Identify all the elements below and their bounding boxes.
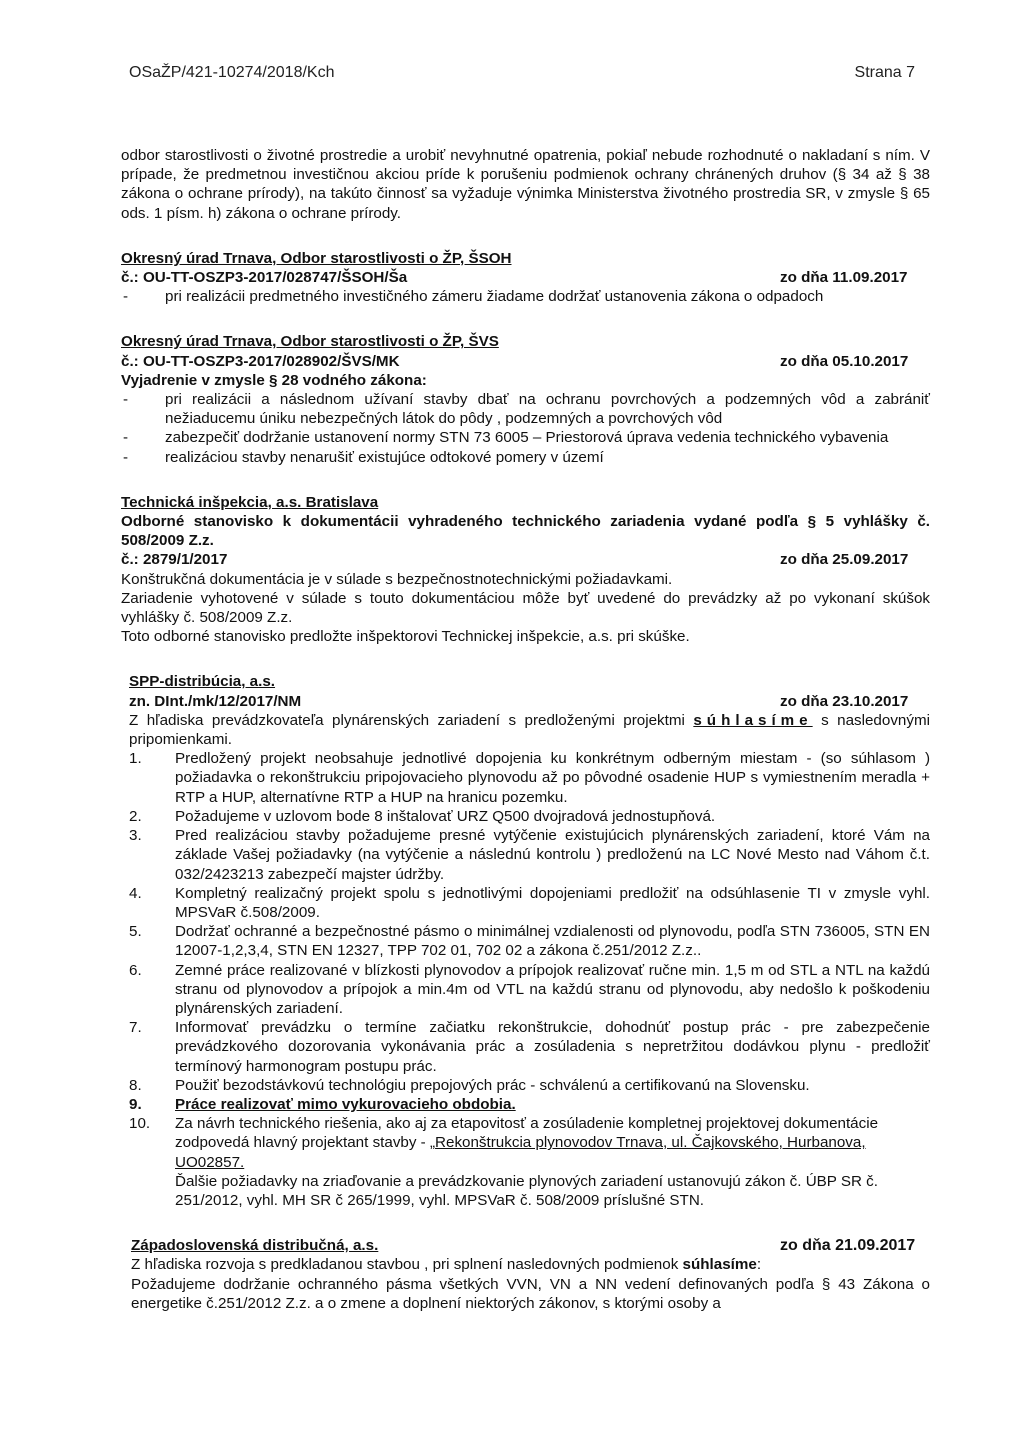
document-reference: OSaŽP/421-10274/2018/Kch — [129, 64, 335, 81]
svs-date: zo dňa 05.10.2017 — [780, 352, 909, 370]
ssoh-ref-row — [121, 268, 930, 287]
ti-date: zo dňa 25.09.2017 — [780, 551, 909, 569]
section-ssoh — [121, 249, 930, 307]
spp-item: 3. Pred realizáciou stavby požadujeme presné vytýčenie existujúcich plynárenských zariadení, ktoré Vám na základe Vašej požiadavky (na vytýčenie a následnú kontrolu ) predloženú na LC Nové Mesto nad Váhom č.t. 032/2423213 zabezpečí majster údržby. — [129, 827, 930, 883]
spp-item: 7. Informovať prevádzku o termíne začiatku rekonštrukcie, dohodnúť postup prác - pre zabezpečenie prevádzkového dozorovania vykonávania prác a zosúladenia s nepretržitou dodávkou plynu - predložiť termínový harmonogram postupu prác. — [129, 1019, 930, 1075]
page-header — [129, 64, 915, 86]
ssoh-ref: č.: OU-TT-OSZP3-2017/028747/ŠSOH/Ša — [121, 269, 408, 287]
spp-note: Ďalšie požiadavky na zriaďovanie a prevádzkovanie plynových zariadení ustanovujú zákon č. ÚBP SR č. 251/2012, vyhl. MH SR č 265/1999, vyhl. MPSVaR č. 508/2009 príslušné STN. — [175, 1172, 879, 1209]
ti-title: Technická inšpekcia, a.s. Bratislava — [121, 493, 379, 511]
ti-line: Toto odborné stanovisko predložte inšpektorovi Technickej inšpekcie, a.s. pri skúške. — [121, 628, 690, 646]
section-technicka-inspekcia — [121, 493, 930, 647]
spp-item: 4. Kompletný realizačný projekt spolu s jednotlivými dopojeniami predložiť na odsúhlasenie TI v zmysle vyhl. MPSVaR č.508/2009. — [129, 884, 930, 921]
zsd-paragraph: Požadujeme dodržanie ochranného pásma všetkých VVN, VN a NN vedení definovaných podľa § 43 Zákona o energetike č.251/2012 Z.z. a o zmene a doplnení niektorých zákonov, s ktorými osoby a — [131, 1275, 930, 1312]
ti-line: Konštrukčná dokumentácia je v súlade s bezpečnostnotechnickými požiadavkami. — [121, 570, 673, 588]
svs-title: Okresný úrad Trnava, Odbor starostlivosti o ŽP, ŠVS — [121, 333, 499, 351]
spp-item: 9. Práce realizovať mimo vykurovacieho obdobia. — [129, 1095, 516, 1113]
ti-ref-row — [121, 550, 930, 569]
spp-item: 5. Dodržať ochranné a bezpečnostné pásmo o minimálnej vzdialenosti od plynovodu, podľa STN 736005, STN EN 12007-1,2,3,4, STN EN 12327, TPP 702 01, 702 02 a zákona č.251/2012 Z.z.. — [129, 923, 930, 960]
spp-ref-row — [129, 692, 930, 711]
svs-item: - zabezpečiť dodržanie ustanovení normy STN 73 6005 – Priestorová úprava vedenia technického vybavenia — [123, 429, 889, 447]
spp-agreement: súhlasíme — [693, 711, 813, 729]
spp-item: 8. Použiť bezodstávkovú technológiu prepojových prác - schválenú a certifikovanú na Slovensku. — [129, 1076, 810, 1094]
ssoh-title: Okresný úrad Trnava, Odbor starostlivosti o ŽP, ŠSOH — [121, 249, 512, 267]
svs-item: - pri realizácii a následnom užívaní stavby dbať na ochranu povrchových a podzemných vôd a zabrániť nežiaducemu úniku nebezpečných látok do pôdy , podzemných a povrchových vôd — [123, 391, 930, 428]
spp-intro: Z hľadiska prevádzkovateľa plynárenských zariadení s predloženými projektmi súhlasíme s nasledovnými pripomienkami. — [129, 711, 930, 749]
intro-paragraph: odbor starostlivosti o životné prostredie a urobiť nevyhnutné opatrenia, pokiaľ nebude rozhodnuté o nakladaní s ním. V prípade, že predmetnou investičnou akciou príde k porušeniu podmienok ochrany chránených druhov (§ 34 až § 38 zákona o ochrane prírody), na takúto činnosť sa vyžaduje výnimka Ministerstva životného prostredia SR, v zmysle § 65 ods. 1 písm. h) zákona o ochrane prírody. — [121, 147, 930, 222]
svs-ref: č.: OU-TT-OSZP3-2017/028902/ŠVS/MK — [121, 352, 400, 370]
spp-item: 10. Za návrh technického riešenia, ako aj za etapovitosť a zosúladenie kompletnej projektovej dokumentácie zodpovedá hlavný projektant stavby - „Rekonštrukcia plynovodov Trnava, ul. Čajkovského, Hurbanova, UO02857. — [129, 1115, 879, 1171]
zsd-title: Západoslovenská distribučná, a.s. — [131, 1237, 379, 1255]
ssoh-item: - pri realizácii predmetného investičného zámeru žiadame dodržať ustanovenia zákona o odpadoch — [123, 288, 824, 306]
spp-ref: zn. DInt./mk/12/2017/NM — [129, 692, 302, 710]
spp-item: 6. Zemné práce realizované v blízkosti plynovodov a prípojok realizovať ručne min. 1,5 m od STL a NTL na každú stranu od plynovodov a prípojok a min.4m od VTL na každú stranu od plynovodu, aby nedošlo k poškodeniu plynárenských zariadení. — [129, 961, 930, 1017]
zsd-title-row — [131, 1236, 930, 1255]
spp-title: SPP-distribúcia, a.s. — [129, 673, 276, 691]
ti-ref: č.: 2879/1/2017 — [121, 551, 228, 569]
ssoh-date: zo dňa 11.09.2017 — [780, 269, 908, 287]
ti-subtitle: Odborné stanovisko k dokumentácii vyhradeného technického zariadenia vydané podľa § 5 vyhlášky č. 508/2009 Z.z. — [121, 513, 930, 550]
svs-ref-row — [121, 352, 930, 371]
zsd-agreement: súhlasíme — [682, 1256, 757, 1274]
spp-item: 1. Predložený projekt neobsahuje jednotlivé dopojenia ku konkrétnym odberným miestam - (so súhlasom ) požiadavka o rekonštrukciu pripojovacieho plynovodu až po pôvodné osadenie HUP s vymiestnením meradla + RTP a HUP, alternatívne RTP a HUP na hranicu pozemku. — [129, 750, 930, 806]
section-zsd — [121, 1236, 930, 1313]
svs-subtitle: Vyjadrenie v zmysle § 28 vodného zákona: — [121, 371, 427, 389]
page-number: Strana 7 — [854, 64, 915, 81]
section-spp-distribucia — [121, 672, 930, 1210]
zsd-line: Z hľadiska rozvoja s predkladanou stavbou , pri splnení nasledovných podmienok súhlasíme: — [131, 1256, 762, 1274]
section-svs — [121, 332, 930, 466]
ti-line: Zariadenie vyhotovené v súlade s touto dokumentáciou môže byť uvedené do prevádzky až po vykonaní skúšok vyhlášky č. 508/2009 Z.z. — [121, 589, 930, 627]
svs-item: - realizáciou stavby nenarušiť existujúce odtokové pomery v území — [123, 448, 604, 466]
spp-item: 2. Požadujeme v uzlovom bode 8 inštalovať URZ Q500 dvojradová jednostupňová. — [129, 807, 716, 825]
project-name: Rekonštrukcia plynovodov Trnava, ul. Čajkovského, Hurbanova, UO02857. — [175, 1134, 866, 1171]
spp-date: zo dňa 23.10.2017 — [780, 692, 909, 710]
document-body — [121, 146, 930, 1313]
zsd-date: zo dňa 21.09.2017 — [780, 1237, 916, 1255]
